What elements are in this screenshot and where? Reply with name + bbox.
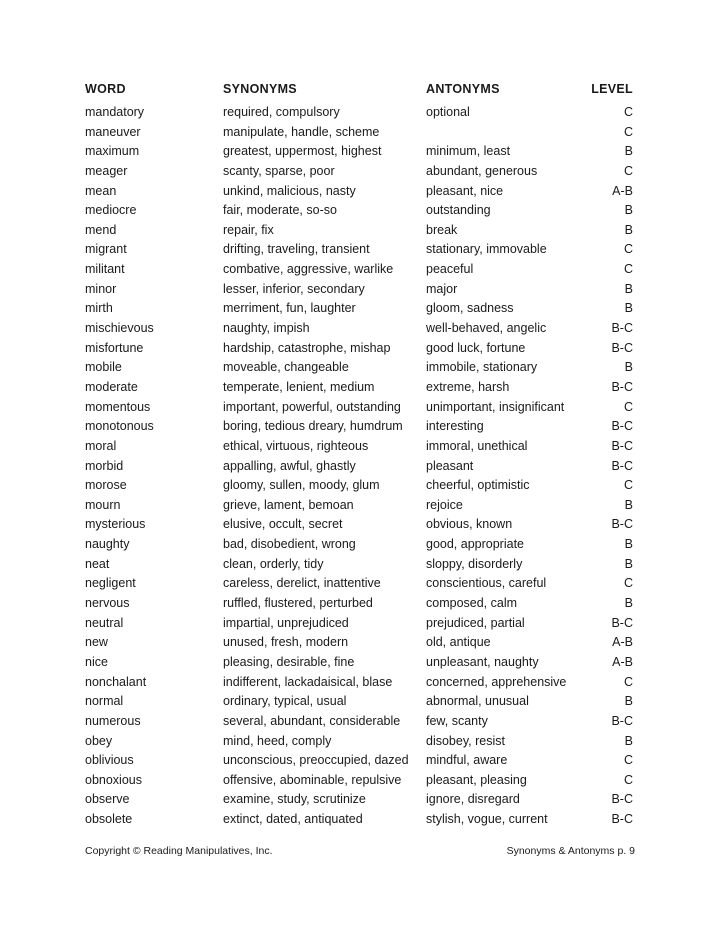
word-cell: mobile <box>85 360 122 375</box>
antonyms-cell: pleasant <box>426 458 474 473</box>
synonyms-cell: unused, fresh, modern <box>223 635 349 650</box>
synonyms-cell: boring, tedious dreary, humdrum <box>223 419 403 434</box>
synonyms-cell: offensive, abominable, repulsive <box>223 772 402 787</box>
antonyms-cell: conscientious, careful <box>426 576 547 591</box>
table-row <box>85 633 633 653</box>
word-cell: numerous <box>85 713 141 728</box>
level-cell: B-C <box>611 792 633 807</box>
antonyms-cell: good, appropriate <box>426 537 524 552</box>
level-cell: C <box>623 772 633 787</box>
word-cell: minor <box>85 281 117 296</box>
word-cell: morose <box>85 478 127 493</box>
level-cell: B-C <box>611 321 633 336</box>
antonyms-cell: break <box>426 222 458 237</box>
synonyms-cell: impartial, unprejudiced <box>223 615 349 630</box>
level-cell: B-C <box>611 615 633 630</box>
antonyms-cell: cheerful, optimistic <box>426 478 530 493</box>
level-cell: B-C <box>611 517 633 532</box>
word-cell: nervous <box>85 596 130 611</box>
synonyms-cell: careless, derelict, inattentive <box>223 576 381 591</box>
table-row <box>85 535 633 555</box>
table-row <box>85 614 633 634</box>
word-cell: neutral <box>85 615 124 630</box>
synonyms-cell: extinct, dated, antiquated <box>223 812 363 827</box>
antonyms-cell: immoral, unethical <box>426 438 528 453</box>
word-cell: obey <box>85 733 113 748</box>
synonyms-cell: mind, heed, comply <box>223 733 332 748</box>
word-cell: obnoxious <box>85 772 142 787</box>
antonyms-cell: major <box>426 281 458 296</box>
word-cell: monotonous <box>85 419 154 434</box>
level-cell: B <box>624 360 633 375</box>
header-word: WORD <box>85 82 126 96</box>
table-row <box>85 771 633 791</box>
antonyms-cell: good luck, fortune <box>426 340 526 355</box>
table-row <box>85 162 633 182</box>
table-row <box>85 201 633 221</box>
word-cell: maximum <box>85 144 140 159</box>
level-cell: B <box>624 537 633 552</box>
antonyms-cell: abnormal, unusual <box>426 694 529 709</box>
table-row <box>85 339 633 359</box>
synonyms-cell: unconscious, preoccupied, dazed <box>223 753 409 768</box>
antonyms-cell: sloppy, disorderly <box>426 556 523 571</box>
table-row <box>85 457 633 477</box>
table-row <box>85 378 633 398</box>
level-cell: B <box>624 596 633 611</box>
word-cell: misfortune <box>85 340 144 355</box>
level-cell: B <box>624 301 633 316</box>
word-cell: momentous <box>85 399 151 414</box>
level-cell: B-C <box>611 438 633 453</box>
level-cell: B-C <box>611 713 633 728</box>
level-cell: C <box>623 105 633 119</box>
word-cell: nonchalant <box>85 674 147 689</box>
word-cell: meager <box>85 163 128 178</box>
synonyms-cell: manipulate, handle, scheme <box>223 124 380 139</box>
synonyms-cell: ethical, virtuous, righteous <box>223 438 369 453</box>
word-cell: mean <box>85 183 117 198</box>
table-row <box>85 673 633 693</box>
copyright-text: Copyright © Reading Manipulatives, Inc. <box>85 845 273 857</box>
synonyms-cell: several, abundant, considerable <box>223 713 401 728</box>
antonyms-cell: mindful, aware <box>426 753 508 768</box>
synonyms-cell: repair, fix <box>223 222 274 237</box>
synonyms-cell: important, powerful, outstanding <box>223 399 401 414</box>
word-cell: moderate <box>85 379 138 394</box>
word-cell: new <box>85 635 108 650</box>
page-footer <box>85 845 635 859</box>
word-cell: mysterious <box>85 517 146 532</box>
word-cell: mourn <box>85 497 121 512</box>
table-row <box>85 299 633 319</box>
table-row <box>85 712 633 732</box>
synonyms-cell: temperate, lenient, medium <box>223 379 375 394</box>
level-cell: C <box>623 478 633 493</box>
table-row <box>85 476 633 496</box>
table-row <box>85 496 633 516</box>
table-row <box>85 260 633 280</box>
antonyms-cell: unimportant, insignificant <box>426 399 565 414</box>
table-row <box>85 358 633 378</box>
level-cell: B <box>624 694 633 709</box>
antonyms-cell: unpleasant, naughty <box>426 654 539 669</box>
word-table <box>85 103 633 830</box>
table-header <box>85 82 633 100</box>
level-cell: B <box>624 497 633 512</box>
antonyms-cell: old, antique <box>426 635 491 650</box>
antonyms-cell: pleasant, pleasing <box>426 772 527 787</box>
table-row <box>85 123 633 143</box>
word-cell: naughty <box>85 537 130 552</box>
word-cell: moral <box>85 438 117 453</box>
level-cell: C <box>623 124 633 139</box>
table-row <box>85 692 633 712</box>
level-cell: B <box>624 281 633 296</box>
synonyms-cell: hardship, catastrophe, mishap <box>223 340 391 355</box>
antonyms-cell: concerned, apprehensive <box>426 674 567 689</box>
antonyms-cell: interesting <box>426 419 484 434</box>
antonyms-cell: disobey, resist <box>426 733 505 748</box>
synonyms-cell: fair, moderate, so-so <box>223 203 337 218</box>
word-cell: normal <box>85 694 124 709</box>
level-cell: A-B <box>612 654 633 669</box>
antonyms-cell: few, scanty <box>426 713 488 728</box>
level-cell: A-B <box>612 635 633 650</box>
synonyms-cell: indifferent, lackadaisical, blase <box>223 674 393 689</box>
synonyms-cell: naughty, impish <box>223 321 310 336</box>
level-cell: B <box>624 556 633 571</box>
table-row <box>85 240 633 260</box>
level-cell: C <box>623 674 633 689</box>
synonyms-cell: gloomy, sullen, moody, glum <box>223 478 380 493</box>
table-row <box>85 515 633 535</box>
word-cell: mandatory <box>85 105 145 119</box>
word-cell: mediocre <box>85 203 137 218</box>
synonyms-cell: pleasing, desirable, fine <box>223 654 355 669</box>
level-cell: B-C <box>611 340 633 355</box>
antonyms-cell: prejudiced, partial <box>426 615 525 630</box>
table-row <box>85 810 633 830</box>
level-cell: B-C <box>611 379 633 394</box>
level-cell: C <box>623 163 633 178</box>
level-cell: B <box>624 144 633 159</box>
antonyms-cell: abundant, generous <box>426 163 538 178</box>
synonyms-cell: examine, study, scrutinize <box>223 792 366 807</box>
level-cell: C <box>623 576 633 591</box>
synonyms-cell: greatest, uppermost, highest <box>223 144 382 159</box>
synonyms-cell: appalling, awful, ghastly <box>223 458 356 473</box>
word-cell: neat <box>85 556 110 571</box>
synonyms-cell: required, compulsory <box>223 105 340 119</box>
table-row <box>85 221 633 241</box>
table-row <box>85 398 633 418</box>
synonyms-cell: unkind, malicious, nasty <box>223 183 356 198</box>
word-cell: obsolete <box>85 812 133 827</box>
level-cell: C <box>623 399 633 414</box>
level-cell: C <box>623 753 633 768</box>
synonyms-cell: ruffled, flustered, perturbed <box>223 596 373 611</box>
antonyms-cell: rejoice <box>426 497 463 512</box>
synonyms-cell: combative, aggressive, warlike <box>223 262 394 277</box>
table-row <box>85 555 633 575</box>
table-row <box>85 417 633 437</box>
word-cell: nice <box>85 654 108 669</box>
table-row <box>85 653 633 673</box>
synonyms-cell: elusive, occult, secret <box>223 517 343 532</box>
antonyms-cell: extreme, harsh <box>426 379 510 394</box>
synonyms-cell: merriment, fun, laughter <box>223 301 356 316</box>
table-row <box>85 142 633 162</box>
level-cell: C <box>623 242 633 257</box>
synonyms-cell: grieve, lament, bemoan <box>223 497 354 512</box>
level-cell: A-B <box>612 183 633 198</box>
word-cell: oblivious <box>85 753 134 768</box>
level-cell: B <box>624 733 633 748</box>
word-cell: negligent <box>85 576 136 591</box>
word-cell: observe <box>85 792 130 807</box>
synonyms-cell: lesser, inferior, secondary <box>223 281 365 296</box>
word-cell: morbid <box>85 458 124 473</box>
table-row <box>85 437 633 457</box>
level-cell: B <box>624 203 633 218</box>
level-cell: B-C <box>611 419 633 434</box>
header-level: LEVEL <box>591 82 633 96</box>
antonyms-cell: stylish, vogue, current <box>426 812 548 827</box>
antonyms-cell: well-behaved, angelic <box>426 321 547 336</box>
table-row <box>85 594 633 614</box>
antonyms-cell: stationary, immovable <box>426 242 547 257</box>
antonyms-cell: outstanding <box>426 203 491 218</box>
synonyms-cell: moveable, changeable <box>223 360 349 375</box>
antonyms-cell: peaceful <box>426 262 474 277</box>
word-cell: militant <box>85 262 125 277</box>
synonyms-cell: ordinary, typical, usual <box>223 694 347 709</box>
antonyms-cell: minimum, least <box>426 144 511 159</box>
antonyms-cell: immobile, stationary <box>426 360 538 375</box>
table-row <box>85 732 633 752</box>
synonyms-cell: scanty, sparse, poor <box>223 163 335 178</box>
level-cell: B-C <box>611 812 633 827</box>
header-antonyms: ANTONYMS <box>426 82 500 96</box>
table-row <box>85 280 633 300</box>
word-cell: mirth <box>85 301 113 316</box>
table-row <box>85 574 633 594</box>
level-cell: B <box>624 222 633 237</box>
antonyms-cell: ignore, disregard <box>426 792 520 807</box>
antonyms-cell: optional <box>426 105 470 119</box>
level-cell: B-C <box>611 458 633 473</box>
antonyms-cell: composed, calm <box>426 596 518 611</box>
synonyms-cell: bad, disobedient, wrong <box>223 537 356 552</box>
table-row <box>85 751 633 771</box>
table-row <box>85 319 633 339</box>
word-cell: mend <box>85 222 117 237</box>
table-row <box>85 182 633 202</box>
word-cell: mischievous <box>85 321 154 336</box>
antonyms-cell: pleasant, nice <box>426 183 504 198</box>
level-cell: C <box>623 262 633 277</box>
word-cell: maneuver <box>85 124 141 139</box>
synonyms-cell: clean, orderly, tidy <box>223 556 324 571</box>
page-label: Synonyms & Antonyms p. 9 <box>506 845 635 857</box>
header-synonyms: SYNONYMS <box>223 82 297 96</box>
synonyms-cell: drifting, traveling, transient <box>223 242 370 257</box>
table-row <box>85 103 633 123</box>
antonyms-cell: gloom, sadness <box>426 301 514 316</box>
antonyms-cell: obvious, known <box>426 517 513 532</box>
table-row <box>85 790 633 810</box>
word-cell: migrant <box>85 242 127 257</box>
